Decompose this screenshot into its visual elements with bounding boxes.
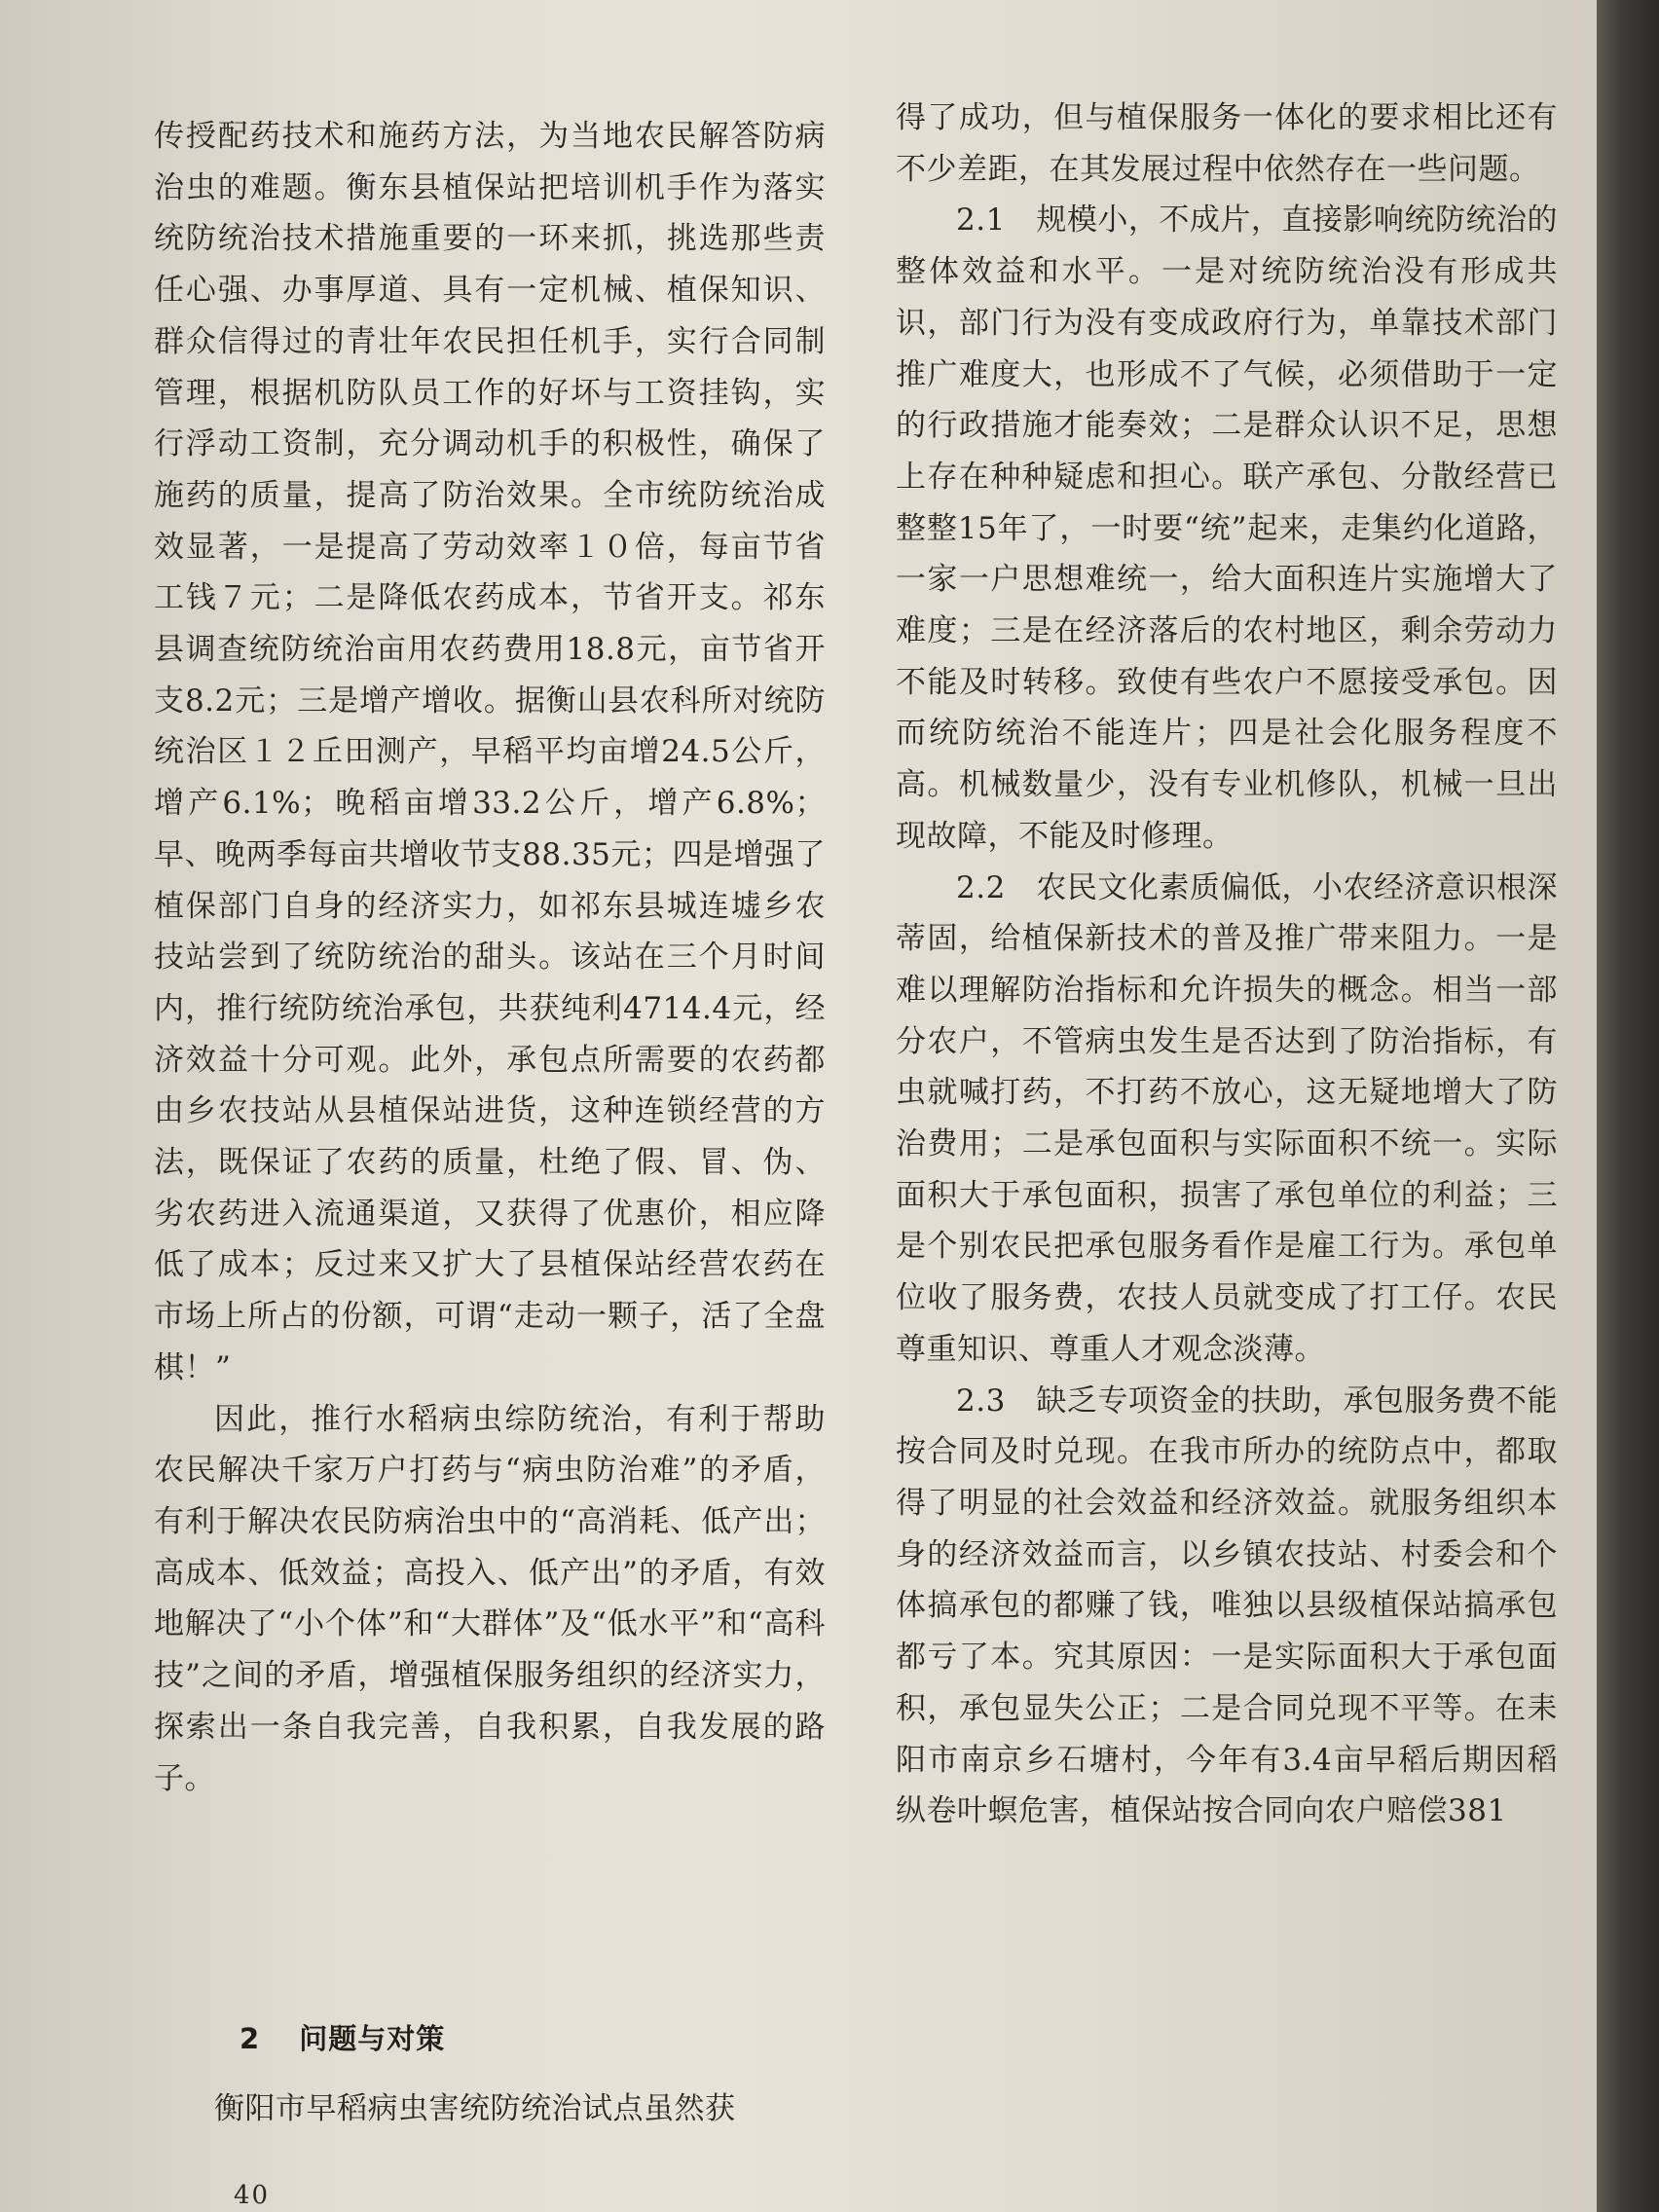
right-column: [896, 92, 1558, 1837]
left-paragraph-2: 因此，推行水稻病虫综防统治，有利于帮助农民解决千家万户打药与“病虫防治难”的矛盾，有利于解决农民防病治虫中的“高消耗、低产出；高成本、低效益；高投入、低产出”的矛盾，有效地解决了“小个体”和“大群体”及“低水平”和“高科技”之间的矛盾，增强植保服务组织的经济实力，探索出一条自我完善，自我积累，自我发展的路子。: [154, 1401, 826, 1796]
section-intro: 衡阳市早稻病虫害统防统治试点虽然获: [214, 2091, 736, 2126]
section-heading: [240, 2017, 445, 2057]
left-paragraph-1: 传授配药技术和施药方法，为当地农民解答防病治虫的难题。衡东县植保站把培训机手作为落实统防统治技术措施重要的一环来抓，挑选那些责任心强、办事厚道、具有一定机械、植保知识、群众信得过的青壮年农民担任机手，实行合同制管理，根据机防队员工作的好坏与工资挂钩，实行浮动工资制，充分调动机手的积极性，确保了施药的质量，提高了防治效果。全市统防统治成效显著，一是提高了劳动效率１０倍，每亩节省工钱７元；二是降低农药成本，节省开支。祁东县调查统防统治亩用农药费用18.8元，亩节省开支8.2元；三是增产增收。据衡山县农科所对统防统治区１２丘田测产，早稻平均亩增24.5公斤，增产6.1%；晚稻亩增33.2公斤，增产6.8%；早、晚两季每亩共增收节支88.35元；四是增强了植保部门自身的经济实力，如祁东县城连墟乡农技站尝到了统防统治的甜头。该站在三个月时间内，推行统防统治承包，共获纯利4714.4元，经济效益十分可观。此外，承包点所需要的农药都由乡农技站从县植保站进货，这种连锁经营的方法，既保证了农药的质量，杜绝了假、冒、伪、劣农药进入流通渠道，又获得了优惠价，相应降低了成本；反过来又扩大了县植保站经营农药在市场上所占的份额，可谓“走动一颗子，活了全盘棋！”: [154, 119, 826, 1385]
page-binding-edge: [1597, 0, 1659, 2212]
section-title: 问题与对策: [299, 2022, 446, 2055]
left-column: [154, 111, 826, 1804]
right-paragraph-2: 2.1 规模小，不成片，直接影响统防统治的整体效益和水平。一是对统防统治没有形成共识，部门行为没有变成政府行为，单靠技术部门推广难度大，也形成不了气候，必须借助于一定的行政措施才能奏效；二是群众认识不足，思想上存在种种疑虑和担心。联产承包、分散经营已整整15年了，一时要“统”起来，走集约化道路，一家一户思想难统一，给大面积连片实施增大了难度；三是在经济落后的农村地区，剩余劳动力不能及时转移。致使有些农户不愿接受承包。因而统防统治不能连片；四是社会化服务程度不高。机械数量少，没有专业机修队，机械一旦出现故障，不能及时修理。: [896, 203, 1558, 854]
right-paragraph-1: 得了成功，但与植保服务一体化的要求相比还有不少差距，在其发展过程中依然存在一些问题。: [896, 100, 1558, 187]
right-paragraph-3: 2.2 农民文化素质偏低，小农经济意识根深蒂固，给植保新技术的普及推广带来阻力。一是难以理解防治指标和允许损失的概念。相当一部分农户，不管病虫发生是否达到了防治指标，有虫就喊打药，不打药不放心，这无疑地增大了防治费用；二是承包面积与实际面积不统一。实际面积大于承包面积，损害了承包单位的利益；三是个别农民把承包服务看作是雇工行为。承包单位收了服务费，农技人员就变成了打工仔。农民尊重知识、尊重人才观念淡薄。: [896, 869, 1558, 1367]
right-paragraph-4: 2.3 缺乏专项资金的扶助，承包服务费不能按合同及时兑现。在我市所办的统防点中，都取得了明显的社会效益和经济效益。就服务组织本身的经济效益而言，以乡镇农技站、村委会和个体搞承包的都赚了钱，唯独以县级植保站搞承包都亏了本。究其原因：一是实际面积大于承包面积，承包显失公正；二是合同兑现不平等。在耒阳市南京乡石塘村，今年有3.4亩早稻后期因稻纵卷叶螟危害，植保站按合同向农户赔偿381: [896, 1382, 1558, 1829]
section-number: 2: [240, 2022, 261, 2055]
page-number: 40: [234, 2181, 271, 2210]
